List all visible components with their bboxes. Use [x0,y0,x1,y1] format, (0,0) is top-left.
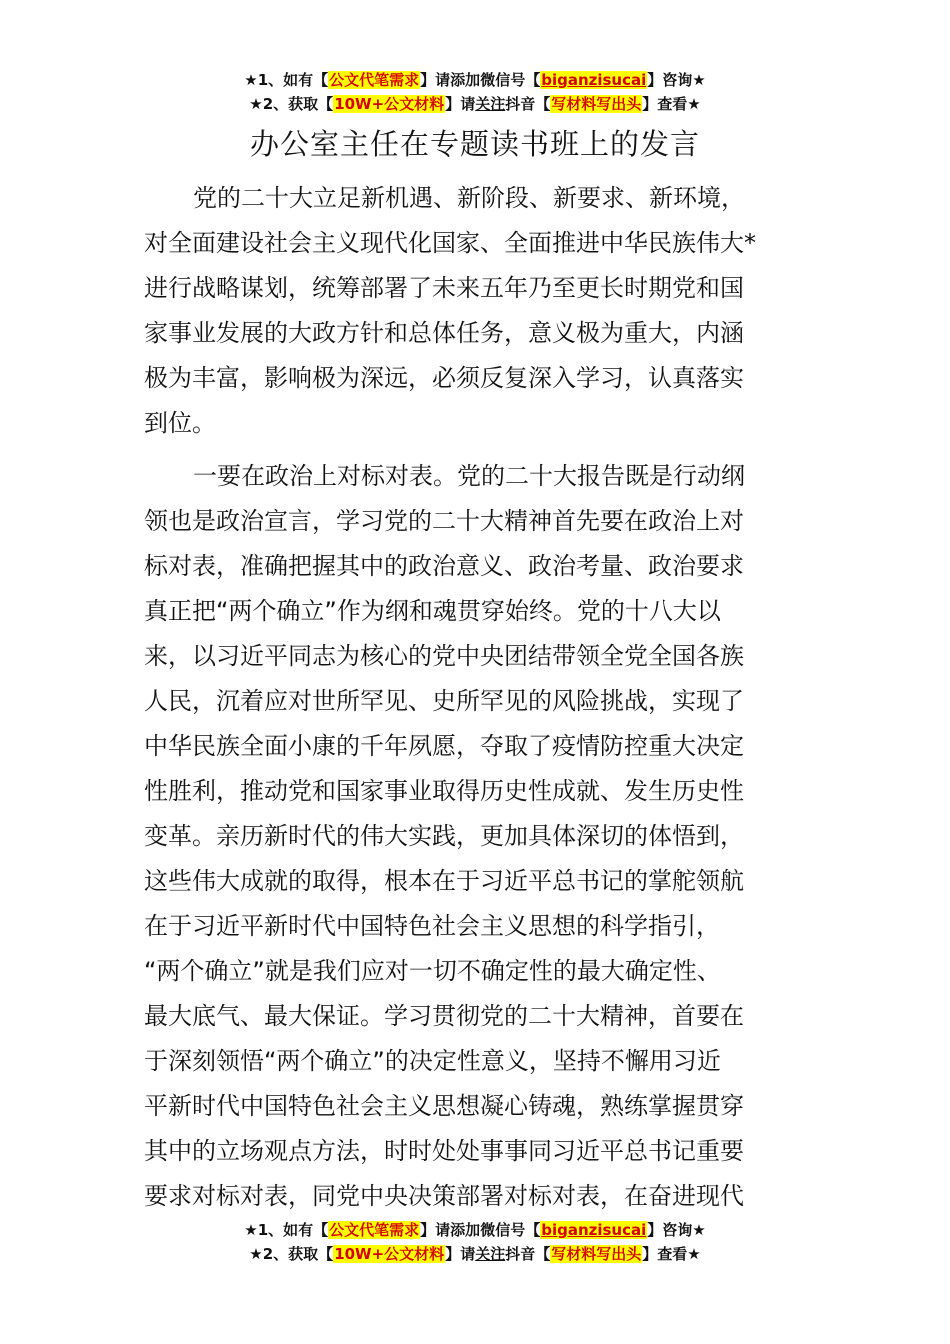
text-line: “两个确立”就是我们应对一切不确定性的最大确定性、 [144,957,721,985]
footer-line2-prefix: ★2、获取【 [249,1245,334,1263]
text-line: 要求对标对表，同党中央决策部署对标对表，在奋进现代 [144,1182,744,1210]
footer-line2-mid: 】请 [445,1245,476,1263]
footer-line1-prefix: ★1、如有【 [244,1221,329,1239]
paragraph-2 [144,454,806,1219]
header-banner-line-2 [0,92,950,116]
header-writing-service-highlight: 公文代笔需求 [329,71,420,89]
header-wechat-id-highlight: biganzisucai [541,71,647,89]
footer-writing-service-highlight: 公文代笔需求 [329,1221,420,1239]
text-line: 极为丰富，影响极为深远，必须反复深入学习，认真落实 [144,364,744,392]
header-line1-mid-b: 微信号【 [480,71,541,89]
text-line: 进行战略谋划，统筹部署了未来五年乃至更长时期党和国 [144,274,744,302]
text-line: 其中的立场观点方法，时时处处事事同习近平总书记重要 [144,1137,744,1165]
document-title: 办公室主任在专题读书班上的发言 [249,127,700,161]
footer-line2-follow: 关注 [475,1245,506,1263]
text-line: 中华民族全面小康的千年夙愿，夺取了疫情防控重大决定 [144,732,744,760]
header-douyin-account-highlight: 写材料写出头 [551,95,642,113]
text-line: 最大底气、最大保证。学习贯彻党的二十大精神，首要在 [144,1002,744,1030]
header-line1-prefix: ★1、如有【 [244,71,329,89]
text-line: 到位。 [144,409,216,437]
footer-line1-suffix: 】咨询★ [647,1221,706,1239]
header-line2-mid: 】请 [445,95,476,113]
footer-banner [0,1218,950,1266]
header-line2-mid-b: 抖音【 [505,95,551,113]
text-line: 真正把“两个确立”作为纲和魂贯穿始终。党的十八大以 [144,597,721,625]
text-line: 人民，沉着应对世所罕见、史所罕见的风险挑战，实现了 [144,687,744,715]
footer-line1-mid-b: 微信号【 [480,1221,541,1239]
header-materials-highlight: 10W+公文材料 [334,95,445,113]
text-line: 领也是政治宣言，学习党的二十大精神首先要在政治上对 [144,507,744,535]
footer-douyin-account-highlight: 写材料写出头 [551,1245,642,1263]
footer-materials-highlight: 10W+公文材料 [334,1245,445,1263]
footer-banner-line-1 [0,1218,950,1242]
text-line: 对全面建设社会主义现代化国家、全面推进中华民族伟大* [144,229,756,257]
paragraph-1 [144,176,806,446]
header-line2-suffix: 】查看★ [642,95,701,113]
footer-line1-mid: 】请添加 [420,1221,481,1239]
footer-line2-suffix: 】查看★ [642,1245,701,1263]
footer-banner-line-2 [0,1242,950,1266]
footer-line2-mid-b: 抖音【 [505,1245,551,1263]
text-line: 一要在政治上对标对表。党的二十大报告既是行动纲 [193,462,745,490]
text-line: 变革。亲历新时代的伟大实践，更加具体深切的体悟到， [144,822,744,850]
text-line: 党的二十大立足新机遇、新阶段、新要求、新环境， [193,184,745,212]
header-line1-mid: 】请添加 [420,71,481,89]
text-line: 来，以习近平同志为核心的党中央团结带领全党全国各族 [144,642,744,670]
text-line: 这些伟大成就的取得，根本在于习近平总书记的掌舵领航 [144,867,744,895]
text-line: 标对表，准确把握其中的政治意义、政治考量、政治要求 [144,552,744,580]
text-line: 平新时代中国特色社会主义思想凝心铸魂，熟练掌握贯穿 [144,1092,744,1120]
header-banner-line-1 [0,68,950,92]
document-body [144,176,806,1227]
header-line2-prefix: ★2、获取【 [249,95,334,113]
header-line2-follow: 关注 [475,95,506,113]
footer-wechat-id-highlight: biganzisucai [541,1221,647,1239]
text-line: 在于习近平新时代中国特色社会主义思想的科学指引， [144,912,720,940]
text-line: 家事业发展的大政方针和总体任务，意义极为重大，内涵 [144,319,744,347]
header-banner [0,68,950,116]
text-line: 性胜利，推动党和国家事业取得历史性成就、发生历史性 [144,777,744,805]
header-line1-suffix: 】咨询★ [647,71,706,89]
text-line: 于深刻领悟“两个确立”的决定性意义，坚持不懈用习近 [144,1047,721,1075]
